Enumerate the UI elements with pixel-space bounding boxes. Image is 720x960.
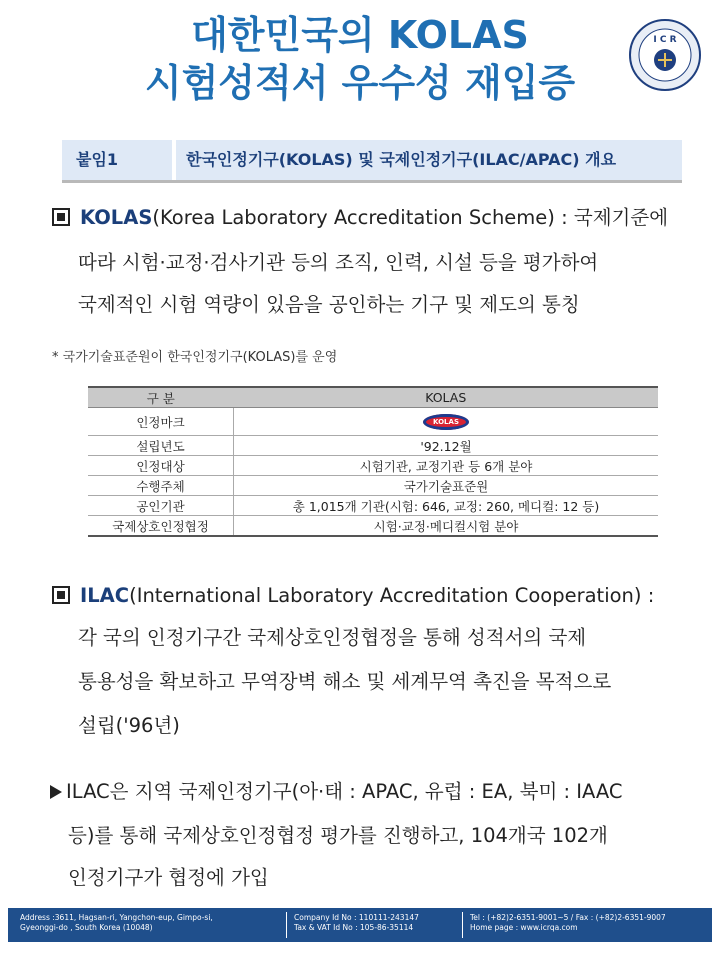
table-value: '92.12월 [234,436,659,456]
table-value: 시험기관, 교정기관 등 6개 분야 [234,456,659,476]
table-label: 국제상호인정협정 [88,516,234,537]
ilac-note-line1 [50,772,623,812]
ilac-keyword: ILAC [80,584,130,607]
table-value: 국가기술표준원 [234,476,659,496]
page-title-line1: 대한민국의 KOLAS [191,13,529,57]
icr-logo [628,18,702,92]
kolas-line2: 따라 시험·교정·검사기관 등의 조직, 인력, 시설 등을 평가하여 [78,251,599,274]
table-label: 인정대상 [88,456,234,476]
kolas-line3: 국제적인 시험 역량이 있음을 공인하는 기구 및 제도의 통칭 [78,293,580,316]
ilac-line4: 설립('96년) [78,714,180,737]
table-header-kolas: KOLAS [234,387,659,408]
footer-homepage: Home page : www.icrqa.com [470,923,578,932]
footer-address [20,913,213,933]
ilac-line2: 각 국의 인정기구간 국제상호인정협정을 통해 성적서의 국제 [78,626,587,649]
footer-phone: Tel : (+82)2-6351-9001~5 / Fax : (+82)2-6351-9007 [470,913,666,922]
table-cell-mark [234,408,659,436]
table-value: 총 1,015개 기관(시험: 646, 교정: 260, 메디컬: 12 등) [234,496,659,516]
kolas-table [88,386,658,537]
ilac-line1 [52,576,654,616]
ilac-note-line3: 인정기구가 협정에 가입 [68,866,269,889]
table-label: 수행주체 [88,476,234,496]
kolas-definition: (Korea Laboratory Accreditation Scheme) : 국제기준에 [152,206,669,229]
table-label-mark: 인정마크 [88,408,234,436]
footer-company [294,913,419,933]
table-header-category: 구 분 [88,387,234,408]
footer-divider [286,912,287,938]
square-bullet-icon [52,586,70,604]
ilac-line3: 통용성을 확보하고 무역장벽 해소 및 세계무역 촉진을 목적으로 [78,670,612,693]
footer-tax-id: Tax & VAT Id No : 105-86-35114 [294,923,414,932]
ilac-note-line2: 등)를 통해 국제상호인정협정 평가를 진행하고, 104개국 102개 [68,824,608,847]
square-bullet-icon [52,208,70,226]
footer-address-line2: Gyeonggi-do , South Korea (10048) [20,923,153,932]
table-value: 시험·교정·메디컬시험 분야 [234,516,659,537]
triangle-bullet-icon [50,785,62,799]
section-banner [62,140,682,182]
kolas-keyword: KOLAS [80,206,153,229]
kolas-line1 [52,198,668,238]
page-title-line2: 시험성적서 우수성 재입증 [144,61,576,105]
svg-text:I C R: I C R [653,35,677,45]
table-label: 공인기관 [88,496,234,516]
ilac-definition: (International Laboratory Accreditation Cooperation) : [129,584,655,607]
kolas-note: * 국가기술표준원이 한국인정기구(KOLAS)를 운영 [52,350,338,365]
banner-tag: 붙임1 [62,140,172,180]
footer-contact [470,913,666,933]
banner-heading: 한국인정기구(KOLAS) 및 국제인정기구(ILAC/APAC) 개요 [176,140,682,180]
footer [8,908,712,942]
banner-shadow [62,180,682,183]
ilac-note-text: ILAC은 지역 국제인정기구(아·태 : APAC, 유럽 : EA, 북미 : IAAC [66,780,623,803]
table-label: 설립년도 [88,436,234,456]
footer-divider [462,912,463,938]
footer-company-id: Company Id No : 110111-243147 [294,913,419,922]
footer-address-line1: Address :3611, Hagsan-ri, Yangchon-eup, Gimpo-si, [20,913,213,922]
kolas-mark-icon: KOLAS [423,414,469,430]
